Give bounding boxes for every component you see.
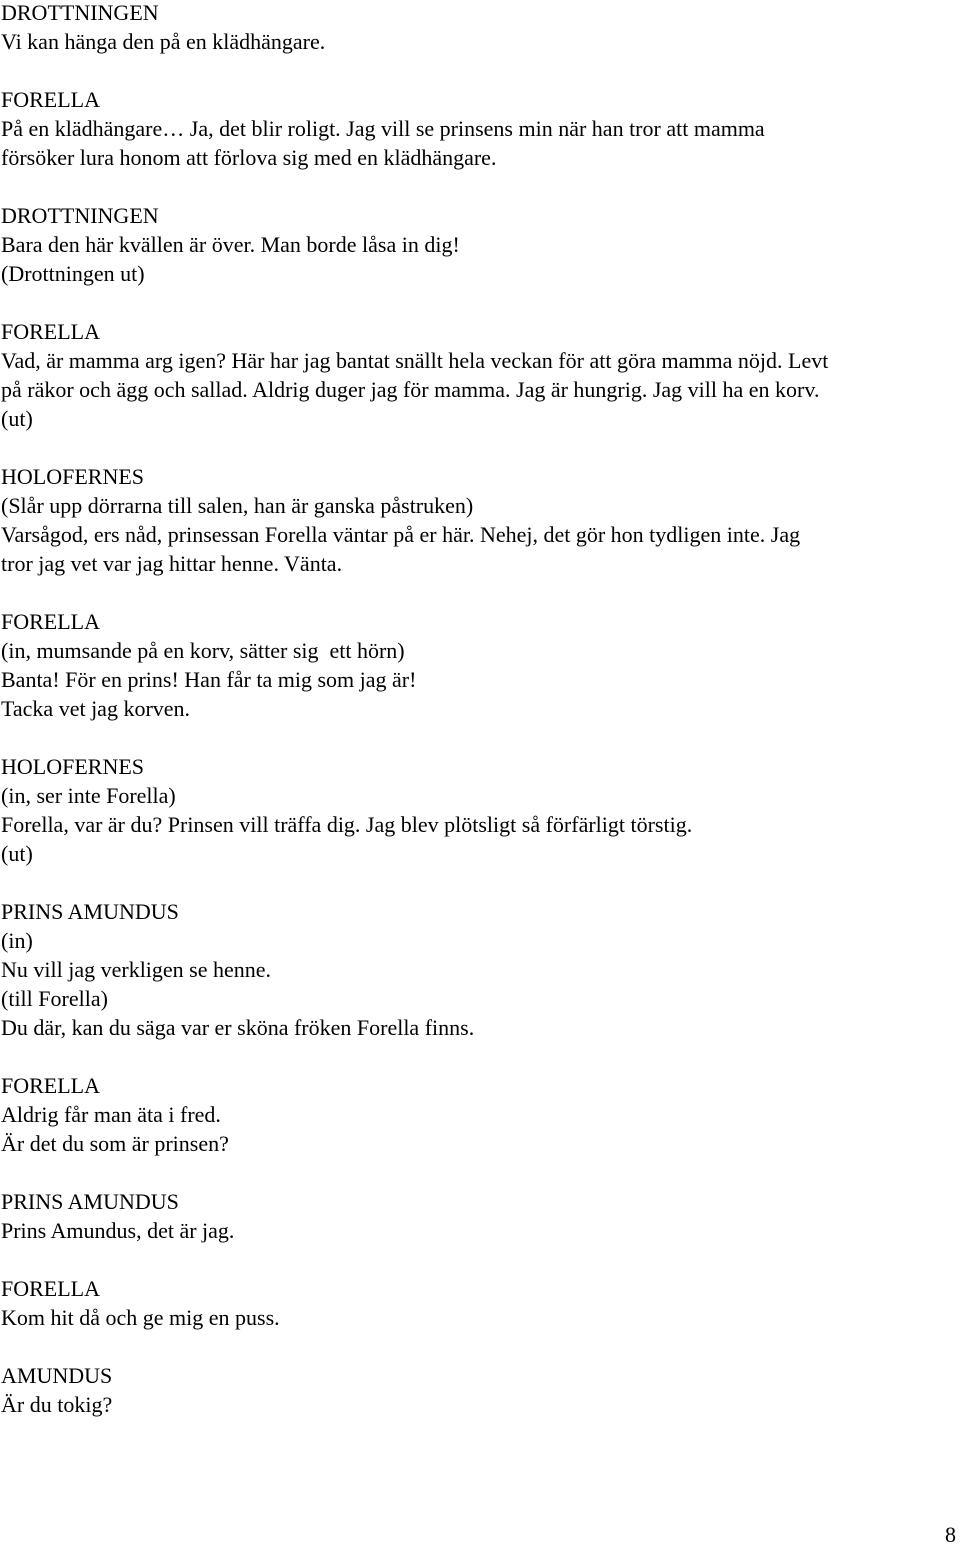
speaker-name: HOLOFERNES <box>1 464 145 489</box>
dialogue-line: Du där, kan du säga var er sköna fröken Forella finns. <box>1 1015 475 1040</box>
dialogue-line: Nu vill jag verkligen se henne. <box>1 957 272 982</box>
dialogue-line: Aldrig får man äta i fred. <box>1 1102 221 1127</box>
dialogue-line: Är du tokig? <box>1 1392 113 1417</box>
dialogue-block <box>1 752 951 868</box>
dialogue-block <box>1 1274 951 1332</box>
speaker-name: PRINS AMUNDUS <box>1 899 179 924</box>
dialogue-block <box>1 462 951 578</box>
dialogue-line: (ut) <box>1 841 33 866</box>
dialogue-line: (Slår upp dörrarna till salen, han är ganska påstruken) <box>1 493 474 518</box>
speaker-name: AMUNDUS <box>1 1363 113 1388</box>
dialogue-line: Är det du som är prinsen? <box>1 1131 229 1156</box>
dialogue-line: (till Forella) <box>1 986 108 1011</box>
dialogue-line: Bara den här kvällen är över. Man borde låsa in dig! <box>1 232 460 257</box>
dialogue-line: (Drottningen ut) <box>1 261 145 286</box>
dialogue-block <box>1 0 951 56</box>
script-page <box>1 0 951 1448</box>
dialogue-line: Vad, är mamma arg igen? Här har jag bantat snällt hela veckan för att göra mamma nöjd. Levt <box>1 348 829 373</box>
dialogue-line: försöker lura honom att förlova sig med en klädhängare. <box>1 145 497 170</box>
speaker-name: FORELLA <box>1 319 100 344</box>
dialogue-line: tror jag vet var jag hittar henne. Vänta. <box>1 551 343 576</box>
speaker-name: HOLOFERNES <box>1 754 145 779</box>
dialogue-block <box>1 1187 951 1245</box>
dialogue-line: På en klädhängare… Ja, det blir roligt. Jag vill se prinsens min när han tror att mamma <box>1 116 765 141</box>
dialogue-block <box>1 607 951 723</box>
speaker-name: PRINS AMUNDUS <box>1 1189 179 1214</box>
dialogue-line: Vi kan hänga den på en klädhängare. <box>1 29 326 54</box>
speaker-name: DROTTNINGEN <box>1 0 159 25</box>
dialogue-block <box>1 1361 951 1419</box>
dialogue-line: Kom hit då och ge mig en puss. <box>1 1305 280 1330</box>
dialogue-block <box>1 201 951 288</box>
dialogue-block <box>1 897 951 1042</box>
speaker-name: FORELLA <box>1 609 100 634</box>
dialogue-line: Forella, var är du? Prinsen vill träffa dig. Jag blev plötsligt så förfärligt törstig. <box>1 812 693 837</box>
dialogue-block <box>1 1071 951 1158</box>
dialogue-line: Prins Amundus, det är jag. <box>1 1218 235 1243</box>
dialogue-line: (ut) <box>1 406 33 431</box>
dialogue-block <box>1 317 951 433</box>
dialogue-line: (in, ser inte Forella) <box>1 783 176 808</box>
dialogue-line: Varsågod, ers nåd, prinsessan Forella väntar på er här. Nehej, det gör hon tydligen inte. Jag <box>1 522 801 547</box>
dialogue-line: Tacka vet jag korven. <box>1 696 191 721</box>
speaker-name: FORELLA <box>1 87 100 112</box>
speaker-name: DROTTNINGEN <box>1 203 159 228</box>
dialogue-line: (in, mumsande på en korv, sätter sig ett hörn) <box>1 638 405 663</box>
page-number: 8 <box>945 1522 956 1547</box>
speaker-name: FORELLA <box>1 1073 100 1098</box>
speaker-name: FORELLA <box>1 1276 100 1301</box>
dialogue-line: (in) <box>1 928 33 953</box>
dialogue-line: Banta! För en prins! Han får ta mig som jag är! <box>1 667 417 692</box>
dialogue-block <box>1 85 951 172</box>
dialogue-line: på räkor och ägg och sallad. Aldrig duger jag för mamma. Jag är hungrig. Jag vill ha en korv. <box>1 377 820 402</box>
